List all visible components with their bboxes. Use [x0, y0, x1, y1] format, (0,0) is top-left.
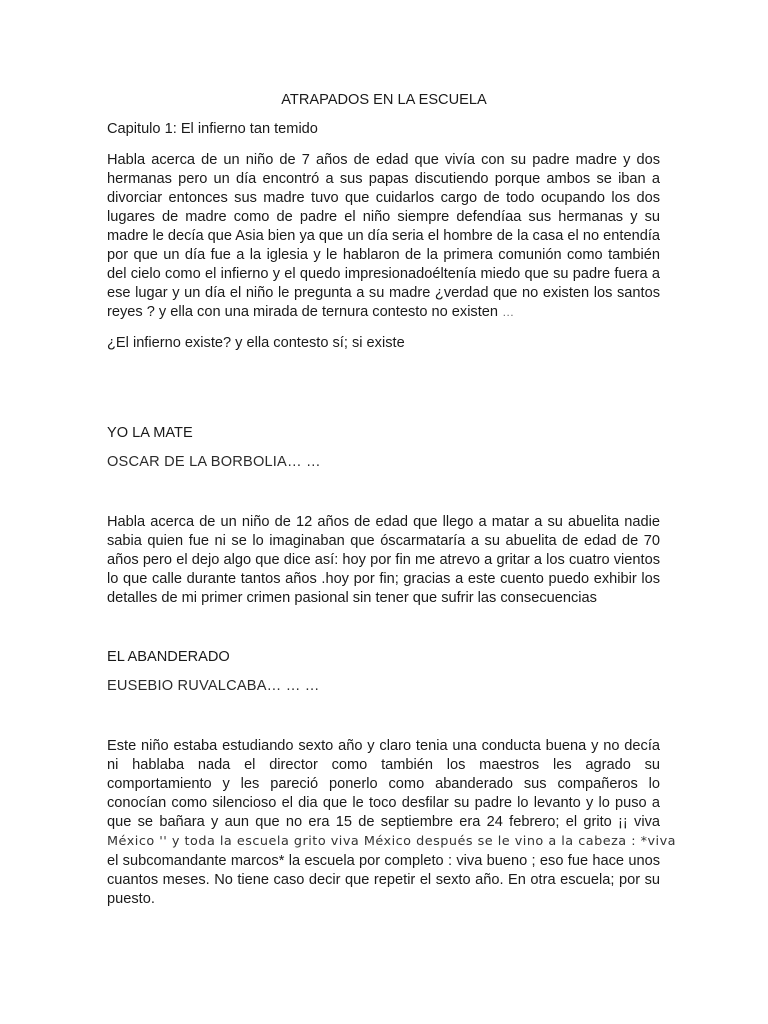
story3-author: EUSEBIO RUVALCABA… … …: [107, 678, 320, 694]
story2-author: OSCAR DE LA BORBOLIA… …: [107, 454, 321, 470]
chapter1-question: ¿El infierno existe? y ella contesto sí; si existe: [107, 335, 405, 351]
story3-paragraph-b: México '' y toda la escuela grito viva México después se le vino a la cabeza : *viva: [107, 834, 677, 849]
document-title: ATRAPADOS EN LA ESCUELA: [281, 92, 487, 108]
story3-title: EL ABANDERADO: [107, 649, 230, 665]
story3-paragraph-c: el subcomandante marcos* la escuela por completo : viva bueno ; eso fue hace unos cuantos meses. No tiene caso decir que repetir el sexto año. En otra escuela; por su puesto.: [107, 853, 660, 907]
story2-title: YO LA MATE: [107, 425, 193, 441]
chapter-heading: Capitulo 1: El infierno tan temido: [107, 121, 318, 137]
story2-paragraph: Habla acerca de un niño de 12 años de edad que llego a matar a su abuelita nadie sabia quien fue ni se lo imaginaban que óscarmataría a su abuelita de edad de 70 años pero el dejo algo que dice así: hoy por fin me atrevo a gritar a los cuatro vientos lo que calle durante tantos años .hoy por fin; gracias a este cuento puedo exhibir los detalles de mi primer crimen pasional sin tener que sufrir las consecuencias: [107, 514, 660, 606]
chapter1-ellipsis: …: [502, 305, 515, 319]
chapter1-paragraph-text: Habla acerca de un niño de 7 años de edad que vivía con su padre madre y dos hermanas pero un día encontró a sus papas discutiendo porque ambos se iban a divorciar entonces sus madre tuvo que cuidarlos cargo de todo ocupando los dos lugares de madre como de padre el niño siempre defendíaa sus hermanas y su madre le decía que Asia bien ya que un día seria el hombre de la casa el no entendía por que un día fue a la iglesia y le hablaron de la primera comunión como también del cielo como el infierno y el quedo impresionadoéltenía miedo que su padre fuera a ese lugar y un día el niño le pregunta a su madre ¿verdad que no existen los santos reyes ? y ella con una mirada de ternura contesto no existen: [107, 152, 660, 320]
chapter1-paragraph: [107, 151, 660, 322]
story3-paragraph-a: Este niño estaba estudiando sexto año y claro tenia una conducta buena y no decía ni hablaba nada el director como también los maestros les agrado su comportamiento y les pareció ponerlo como abanderado sus compañeros lo conocían como silencioso el dia que le toco desfilar su padre lo levanto y lo puso a que se bañara y aun que no era 15 de septiembre era 24 febrero; el grito ¡¡ viva: [107, 738, 660, 830]
